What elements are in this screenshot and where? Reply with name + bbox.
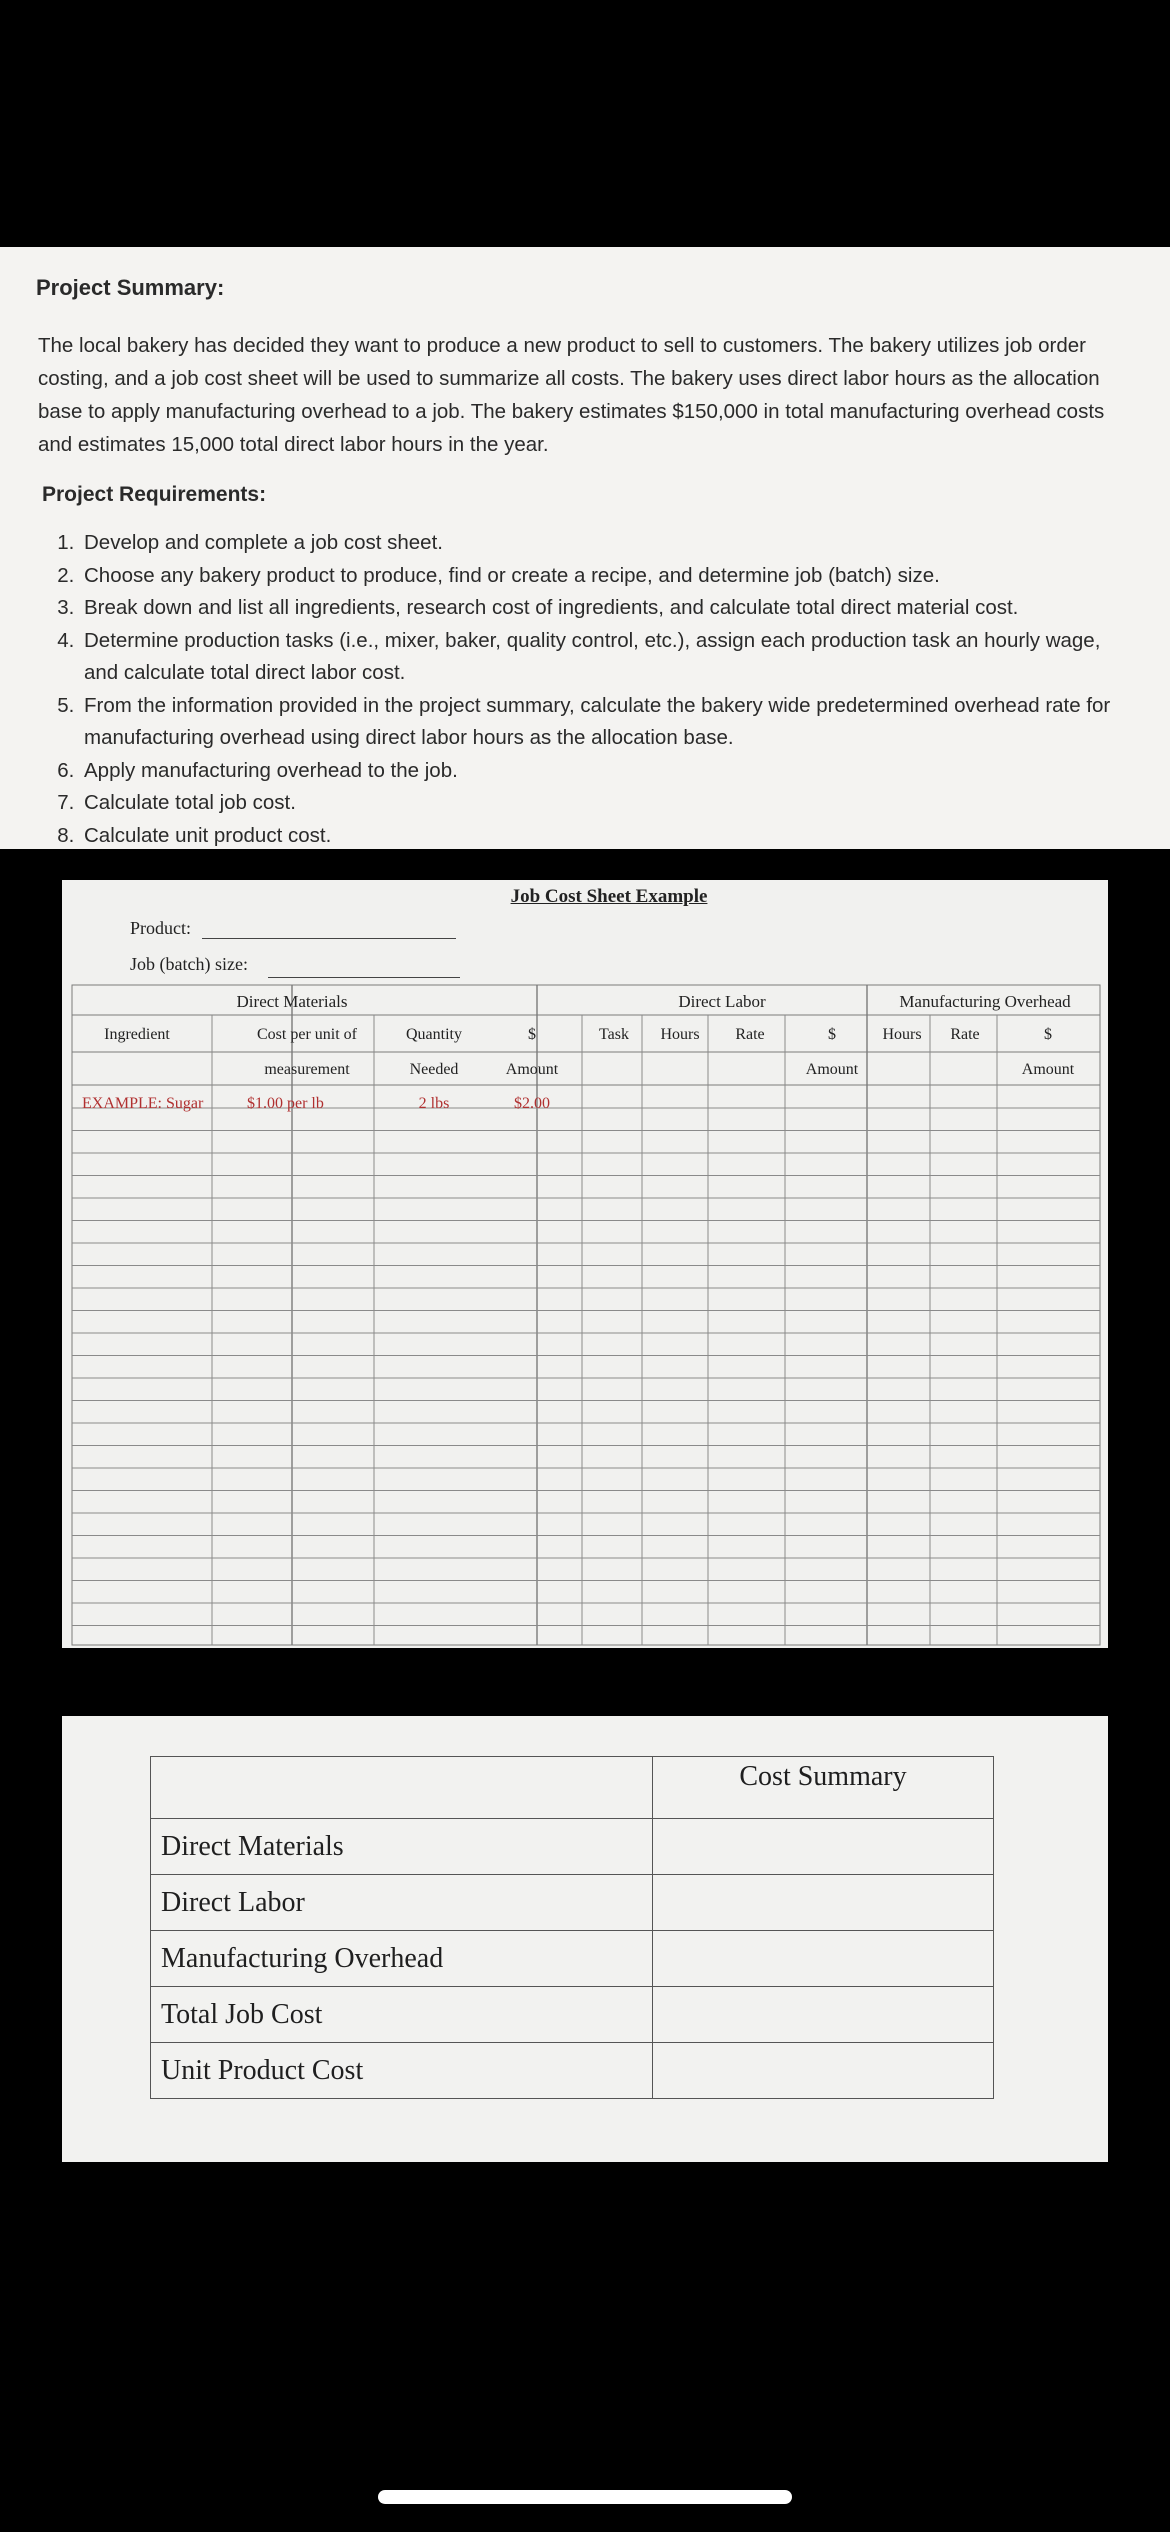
product-field[interactable] [202, 938, 456, 939]
col-mo-dollar: $ [1044, 1026, 1052, 1043]
col-task: Task [599, 1026, 629, 1043]
requirement-item: 8. Calculate unit product cost. [80, 820, 1134, 853]
col-mo-amount: Amount [1021, 1061, 1075, 1078]
project-summary [0, 247, 1170, 849]
batch-size-field[interactable] [268, 977, 460, 978]
requirement-item: 2. Choose any bakery product to produce, find or create a recipe, and determine job (batch) size. [80, 560, 1134, 593]
requirement-item: 7. Calculate total job cost. [80, 787, 1134, 820]
cost-row-value[interactable] [653, 1875, 994, 1931]
batch-size-label: Job (batch) size: [130, 954, 248, 974]
col-mo-rate: Rate [950, 1026, 980, 1043]
col-dl-amount: Amount [805, 1061, 859, 1078]
cost-row-value[interactable] [653, 1819, 994, 1875]
requirement-item: 5. From the information provided in the project summary, calculate the bakery wide predetermined overhead rate for manufacturing overhead using direct labor hours as the allocation base. [80, 690, 1134, 755]
col-dl-hours: Hours [660, 1026, 700, 1043]
requirement-item: 3. Break down and list all ingredients, research cost of ingredients, and calculate total direct material cost. [80, 592, 1134, 625]
requirements-title: Project Requirements: [42, 483, 267, 506]
product-label: Product: [130, 918, 191, 938]
example-amount: $2.00 [514, 1095, 550, 1112]
col-quantity-2: Needed [409, 1061, 459, 1078]
col-dl-dollar: $ [828, 1026, 836, 1043]
manufacturing-overhead-header: Manufacturing Overhead [899, 992, 1071, 1011]
cost-summary-table [150, 1756, 994, 2099]
requirements-list [36, 527, 1134, 852]
col-dm-amount: Amount [505, 1061, 559, 1078]
example-ingredient: EXAMPLE: Sugar [82, 1095, 204, 1112]
sheet-title: Job Cost Sheet Example [510, 886, 708, 907]
job-cost-sheet [62, 880, 1108, 1648]
col-mo-hours: Hours [882, 1026, 922, 1043]
cost-row-label: Unit Product Cost [151, 2043, 653, 2099]
example-cost-per-unit: $1.00 per lb [247, 1095, 324, 1112]
col-cost-per-unit-2: measurement [264, 1061, 350, 1078]
col-cost-per-unit: Cost per unit of [257, 1026, 357, 1043]
cost-summary-title: Cost Summary [653, 1757, 994, 1819]
cost-row-value[interactable] [653, 1931, 994, 1987]
requirement-item: 6. Apply manufacturing overhead to the job. [80, 755, 1134, 788]
direct-labor-header: Direct Labor [678, 992, 766, 1011]
cost-row-label: Direct Materials [151, 1819, 653, 1875]
home-indicator[interactable] [378, 2490, 792, 2504]
requirement-item: 4. Determine production tasks (i.e., mixer, baker, quality control, etc.), assign each production task an hourly wage, and calculate total direct labor cost. [80, 625, 1134, 690]
col-dl-rate: Rate [735, 1026, 765, 1043]
cost-row-label: Total Job Cost [151, 1987, 653, 2043]
cost-summary-blank [151, 1757, 653, 1819]
summary-paragraph: The local bakery has decided they want to produce a new product to sell to customers. The bakery utilizes job order costing, and a job cost sheet will be used to summarize all costs. The bakery uses direct labor hours as the allocation base to apply manufacturing overhead to a job. The bakery estimates $150,000 in total manufacturing overhead costs and estimates 15,000 total direct labor hours in the year. [38, 334, 1105, 456]
col-ingredient: Ingredient [104, 1026, 170, 1043]
direct-materials-header: Direct Materials [236, 992, 348, 1011]
summary-title: Project Summary: [36, 275, 225, 300]
cost-row-value[interactable] [653, 1987, 994, 2043]
col-quantity: Quantity [406, 1026, 462, 1043]
col-dm-dollar: $ [528, 1026, 536, 1043]
requirement-item: 1. Develop and complete a job cost sheet. [80, 527, 1134, 560]
cost-row-value[interactable] [653, 2043, 994, 2099]
example-quantity: 2 lbs [418, 1095, 450, 1112]
cost-row-label: Manufacturing Overhead [151, 1931, 653, 1987]
cost-row-label: Direct Labor [151, 1875, 653, 1931]
cost-summary-section [62, 1716, 1108, 2162]
